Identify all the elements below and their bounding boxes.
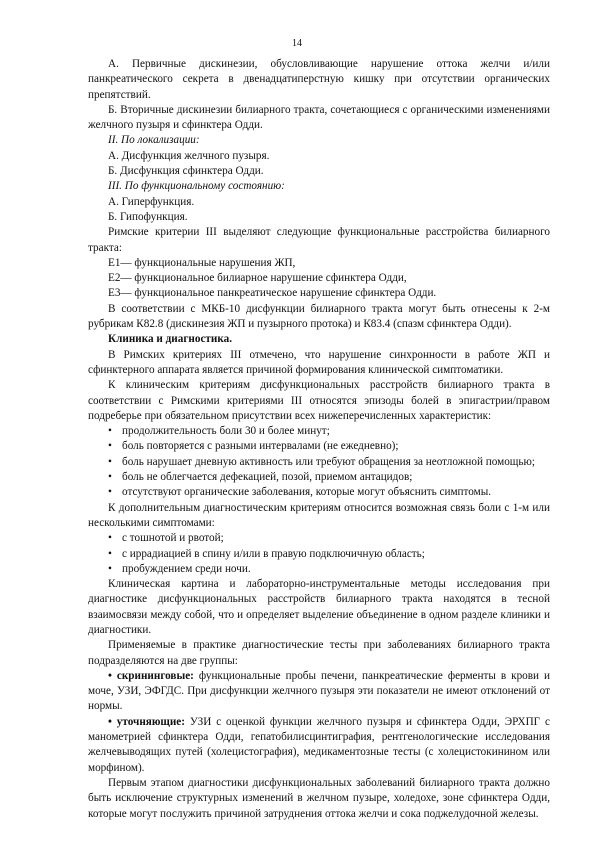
bullet-icon: • (108, 532, 112, 545)
paragraph-text: УЗИ с оценкой функции желчного пузыря и сфинктера Одди, ЭРХПГ с манометрией сфинктера Одди, гепатобилисцинтиграфия, рентгенологические исследования желчевыводящих путей (холецистография), медикаментозные тесты (с холецистокинином или морфином). (88, 715, 550, 774)
paragraph-text: К клиническим критериям дисфункциональных расстройств билиарного тракта в соответствии с Римскими критериями III относятся эпизоды болей в эпигастрии/правом подреберье при обязательном присутствии всех нижеперечисленных характеристик: (88, 379, 550, 422)
paragraph (88, 348, 550, 379)
paragraph (88, 57, 550, 103)
bullet-item (88, 485, 550, 500)
paragraph (88, 302, 550, 333)
paragraph-text: III. По функциональному состоянию: (108, 180, 285, 193)
paragraph-text: продолжительность боли 30 и более минут; (122, 425, 330, 438)
bullet-item (88, 470, 550, 485)
paragraph-text: Применяемые в практике диагностические тесты при заболеваниях билиарного тракта подразделяются на две группы: (88, 639, 550, 667)
paragraph (88, 149, 550, 164)
paragraph-text: Клиническая картина и лабораторно-инструментальные методы исследования при диагностике дисфункциональных расстройств билиарного тракта находятся в тесной взаимосвязи между собой, что и определяет выделение объединение в одном разделе клиники и диагностики. (88, 578, 550, 636)
paragraph-text: А. Дисфункция желчного пузыря. (108, 149, 270, 162)
paragraph-text: Б. Вторичные дискинезии билиарного тракта, сочетающиеся с органическими изменениями желчного пузыря и сфинктера Одди. (88, 103, 550, 132)
bullet-item (88, 562, 550, 577)
paragraph-lead: • уточняющие: (108, 715, 185, 728)
paragraph-text: Е3— функциональное панкреатическое нарушение сфинктера Одди. (108, 287, 437, 300)
paragraph-text: отсутствуют органические заболевания, которые могут объяснить симптомы. (122, 486, 492, 499)
paragraph-text: Е2— функциональное билиарное нарушение сфинктера Одди, (108, 272, 407, 285)
paragraph-text: с тошнотой и рвотой; (122, 532, 224, 545)
paragraph (88, 776, 550, 822)
paragraph (88, 669, 550, 715)
bullet-item (88, 531, 550, 546)
bullet-icon: • (108, 440, 112, 453)
paragraph-text: В Римских критериях III отмечено, что нарушение синхронности в работе ЖП и сфинктерного аппарата является причиной формирования клинической симптоматики. (88, 348, 550, 376)
bullet-icon: • (108, 547, 112, 560)
bullet-item (88, 455, 550, 470)
bullet-item (88, 439, 550, 454)
paragraph (88, 256, 550, 271)
paragraph-text: Е1— функциональные нарушения ЖП, (108, 256, 296, 269)
bullet-icon: • (108, 486, 112, 499)
paragraph-text: II. По локализации: (108, 134, 200, 147)
paragraph-text: Б. Гипофункция. (108, 210, 188, 223)
paragraph-text: А. Гиперфункция. (108, 195, 195, 208)
paragraph-text: Римские критерии III выделяют следующие функциональные расстройства билиарного тракта: (88, 226, 550, 254)
paragraph (88, 103, 550, 134)
paragraph-text: Б. Дисфункция сфинктера Одди. (108, 165, 264, 178)
paragraph-text: боль повторяется с разными интервалами (не ежедневно); (122, 440, 399, 453)
paragraph (88, 225, 550, 256)
paragraph-text: пробуждением среди ночи. (122, 562, 251, 575)
bullet-icon: • (108, 455, 112, 468)
paragraph (88, 210, 550, 225)
bullet-item (88, 547, 550, 562)
bullet-icon: • (108, 562, 112, 575)
paragraph (88, 179, 550, 194)
bullet-item (88, 424, 550, 439)
paragraph (88, 378, 550, 424)
paragraph (88, 501, 550, 532)
paragraph-text: с иррадиацией в спину и/или в правую подключичную область; (122, 547, 425, 560)
paragraph (88, 332, 550, 347)
paragraph-text: Первым этапом диагностики дисфункциональных заболеваний билиарного тракта должно быть исключение структурных изменений в желчном пузыре, холедохе, зоне сфинктера Одди, которые могут послужить причиной затруднения оттока желчи и сока поджелудочной железы. (88, 776, 550, 820)
page-number: 14 (292, 38, 302, 49)
paragraph-lead: • скрининговые: (108, 669, 194, 682)
paragraph-text: боль нарушает дневную активность или требуют обращения за неотложной помощью; (122, 455, 535, 468)
paragraph-text: К дополнительным диагностическим критериям относится возможная связь боли с 1-м или несколькими симптомами: (88, 501, 550, 529)
paragraph (88, 577, 550, 638)
paragraph (88, 638, 550, 669)
paragraph (88, 271, 550, 286)
paragraph-text: функциональные пробы печени, панкреатические ферменты в крови и моче, УЗИ, ЭФГДС. При дисфункции желчного пузыря эти показатели не имеют отклонений от нормы. (88, 669, 551, 713)
paragraph (88, 164, 550, 179)
paragraph (88, 133, 550, 148)
paragraph-text: В соответствии с МКБ-10 дисфункции билиарного тракта могут быть отнесены к 2-м рубрикам К82.8 (дискинезия ЖП и пузырного протока) и К83.4 (спазм сфинктера Одди). (88, 302, 550, 331)
paragraph-text: А. Первичные дискинезии, обусловливающие нарушение оттока желчи и/или панкреатического секрета в двенадцатиперстную кишку при отсутствии органических препятствий. (88, 58, 550, 101)
paragraph (88, 286, 550, 301)
paragraph-text: Клиника и диагностика. (108, 333, 233, 346)
paragraph-text: боль не облегчается дефекацией, позой, приемом антацидов; (122, 471, 413, 484)
paragraph (88, 715, 550, 776)
bullet-icon: • (108, 425, 112, 438)
paragraph (88, 195, 550, 210)
bullet-icon: • (108, 471, 112, 484)
document-body (88, 57, 550, 822)
